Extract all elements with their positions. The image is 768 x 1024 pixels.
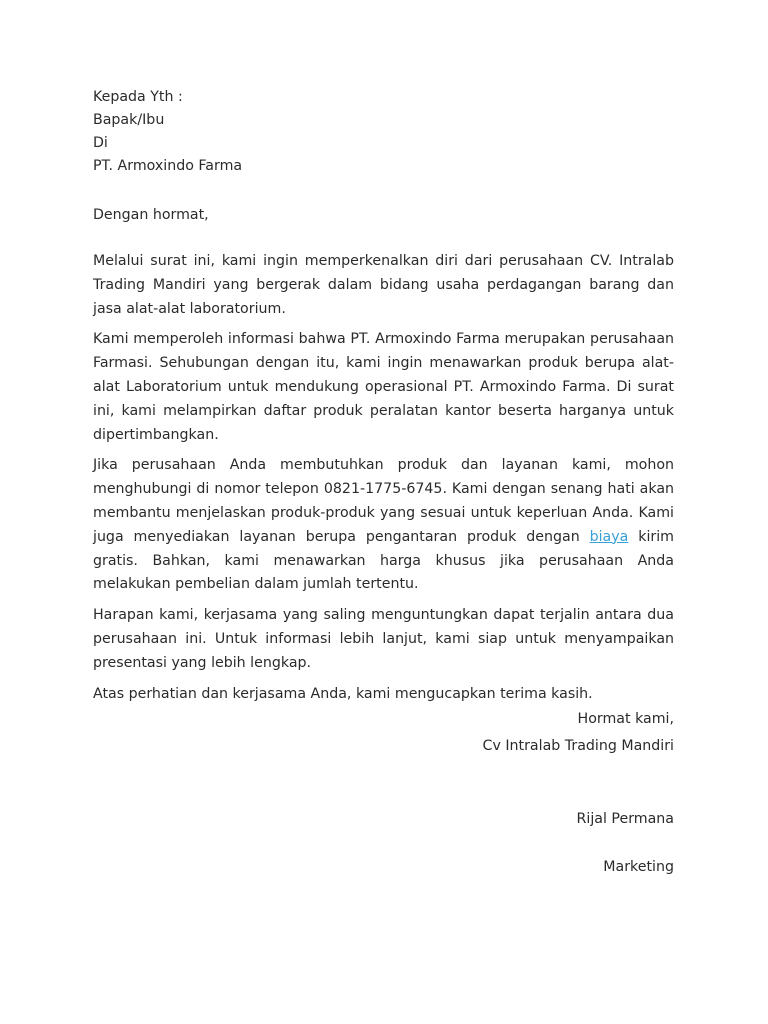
header-to: Kepada Yth :	[93, 89, 183, 105]
paragraph-contact-text-1: Jika perusahaan Anda membutuhkan produk dan layanan kami, mohon menghubungi di nomor telepon 0821-1775-6745. Kami dengan senang hati akan membantu menjelaskan produk-produk yang sesuai untuk keperluan Anda. Kami juga menyediakan layanan berupa pengantaran produk dengan	[93, 457, 674, 545]
letter-header	[93, 86, 674, 178]
paragraph-contact	[93, 454, 674, 597]
paragraph-intro: Melalui surat ini, kami ingin memperkenalkan diri dari perusahaan CV. Intralab Trading Mandiri yang bergerak dalam bidang usaha perdagangan barang dan jasa alat-alat laboratorium.	[93, 253, 674, 317]
paragraph-hope: Harapan kami, kerjasama yang saling menguntungkan dapat terjalin antara dua perusahaan ini. Untuk informasi lebih lanjut, kami siap untuk menyampaikan presentasi yang lebih lengkap.	[93, 607, 674, 671]
signature-block	[93, 706, 674, 881]
paragraph-contact-text-2: kirim gratis. Bahkan, kami menawarkan harga khusus jika perusahaan Anda melakukan pembelian dalam jumlah tertentu.	[93, 528, 674, 593]
paragraph-offer: Kami memperoleh informasi bahwa PT. Armoxindo Farma merupakan perusahaan Farmasi. Sehubungan dengan itu, kami ingin menawarkan produk berupa alat-alat Laboratorium untuk mendukung operasional PT. Armoxindo Farma. Di surat ini, kami melampirkan daftar produk peralatan kantor beserta harganya untuk dipertimbangkan.	[93, 331, 674, 443]
header-at: Di	[93, 135, 108, 151]
paragraph-thanks: Atas perhatian dan kerjasama Anda, kami mengucapkan terima kasih.	[93, 685, 593, 702]
header-recipient: Bapak/Ibu	[93, 112, 165, 128]
signer-name: Rijal Permana	[576, 811, 674, 828]
letter-page	[93, 86, 674, 881]
closing-company: Cv Intralab Trading Mandiri	[482, 738, 674, 755]
biaya-link[interactable]: biaya	[589, 528, 629, 545]
signer-title: Marketing	[603, 859, 674, 876]
header-company: PT. Armoxindo Farma	[93, 158, 243, 174]
closing-salutation: Hormat kami,	[577, 711, 674, 728]
greeting: Dengan hormat,	[93, 207, 209, 223]
